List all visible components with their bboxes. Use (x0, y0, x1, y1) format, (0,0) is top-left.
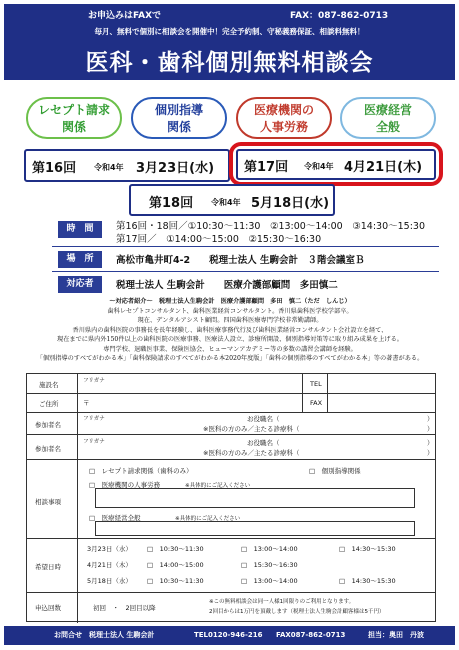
bio: ～対応者紹介～ 税理士法人生駒会計 医療介護部顧問 多田 慎二（ただ しんじ） 歯科レセプトコンサルタント、歯科医業経営コンサルタント。香川県歯科医学校学部卒。 現在、デンタルアシスト顧問。四国歯科医療専門学校非常勤講師。 香川県内の歯科医院の事務長を長年経験し、歯科医療事務代行及び歯科医業経営コンサルタント会社設立を経て、 現在までに県内外150件以上の歯科医院の医療事務、医療法人設立、診療所開設、個別指導対策等に取り組み成果を上げる。 専門学校、退職医事業、保険医協会、ヒューマンアカデミー等の多数の講習会講師を経験。 「個別指導のすべてがわかる本」「歯科保険請求のすべてがわかる本2020年度版」「歯科の個別指導のすべてがわかる本」等の著書がある。 (36, 298, 424, 362)
check-receipt[interactable]: □ レセプト請求関係（歯科のみ） (89, 467, 193, 475)
highlight-circle (229, 142, 443, 186)
facility-label: 施設名 (39, 381, 59, 389)
participant-label-2: 参加者名 (35, 445, 61, 453)
tel-label: TEL (310, 380, 322, 388)
time-line2: 第17回／ ①14:00～15:00 ②15:30～16:30 (116, 234, 322, 245)
topic-management: 医療経営 全般 (340, 97, 436, 139)
staff-text: 税理士法人 生駒会計 医療介護部顧問 多田慎二 (116, 280, 338, 291)
furigana-label: フリガナ (83, 378, 105, 384)
count-options[interactable]: 初回 ・ 2回目以降 (93, 604, 156, 612)
topic-labor: 医療機関の 人事労務 (236, 97, 332, 139)
fax-label: FAX (310, 399, 323, 407)
consult-label: 相談事項 (35, 498, 61, 506)
check-management[interactable]: □ 医療経営全般 (89, 514, 141, 522)
address-label: ご住所 (39, 400, 59, 408)
footer: お問合せ 税理士法人 生駒会計 TEL0120-946-216 FAX087-862-0713 担当：奥田 丹波 (4, 626, 455, 645)
labor-detail-box[interactable] (95, 488, 415, 508)
staff-label: 対応者 (58, 276, 102, 293)
application-form: 施設名 フリガナ TEL ご住所 〒 FAX 参加者名 フリガナ お役職名（ ） ※医科の方のみ／主たる診療科（ ） 参加者名 フリガナ お役職名（ ） ※医科の方のみ／主たる診療科（ ） 相談事項 □ レセプト請求関係（歯科のみ） □ 個別指導関係 □ 医療機関の人事労務 ※具体的にご記入ください □ 医療経営全般 ※具体的にご記入ください 希望日時 3月23日（水） □ 10:30～11:30 □ 13:00～14:00 □ 14:30～15:30 4月21日（木） □ 14:00～15:00 □ 15:30～16:30 5月18日（水） □ 10:30～11:30 □ 13:00～14:00 □ 14:30～15:30 申込回数 初回 ・ 2回目以降 ※この無料相談会は同一人様1回限りのご利用となります。 2回目からは1万円を頂戴します（税理士法人生駒会計顧客様は5千円） (26, 373, 436, 622)
session-17: 第17回 令和4年 4月21日(木) (236, 149, 436, 180)
count-label: 申込回数 (35, 604, 61, 612)
fax-number: FAX：087-862-0713 (290, 11, 389, 21)
place-text: 高松市亀井町4-2 税理士法人 生駒会計 ３階会議室Ｂ (116, 255, 365, 266)
topic-receipt: レセプト請求 関係 (26, 97, 122, 139)
management-detail-box[interactable] (95, 521, 415, 536)
place-label: 場 所 (58, 251, 102, 268)
check-labor[interactable]: □ 医療機関の人事労務 (89, 481, 161, 489)
header-banner (4, 4, 455, 80)
page-title: 医科・歯科個別無料相談会 (85, 50, 374, 76)
fax-lead: お申込みはFAXで (88, 11, 162, 21)
check-guidance[interactable]: □ 個別指導関係 (309, 467, 361, 475)
divider (52, 246, 439, 247)
wish-label: 希望日時 (35, 563, 61, 571)
divider (52, 271, 439, 272)
participant-label: 参加者名 (35, 421, 61, 429)
topic-guidance: 個別指導 関係 (131, 97, 227, 139)
session-16: 第16回 令和4年 3月23日(水) (24, 149, 230, 182)
time-line1: 第16回・18回／①10:30～11:30 ②13:00～14:00 ③14:30～15:30 (116, 221, 425, 232)
tagline: 毎月、無料で個別に相談会を開催中！完全予約制、守秘義務保証、相談料無料！ (94, 27, 365, 36)
time-label: 時 間 (58, 221, 102, 238)
session-18: 第18回 令和4年 5月18日(水) (129, 184, 335, 216)
postal-mark: 〒 (83, 399, 90, 407)
